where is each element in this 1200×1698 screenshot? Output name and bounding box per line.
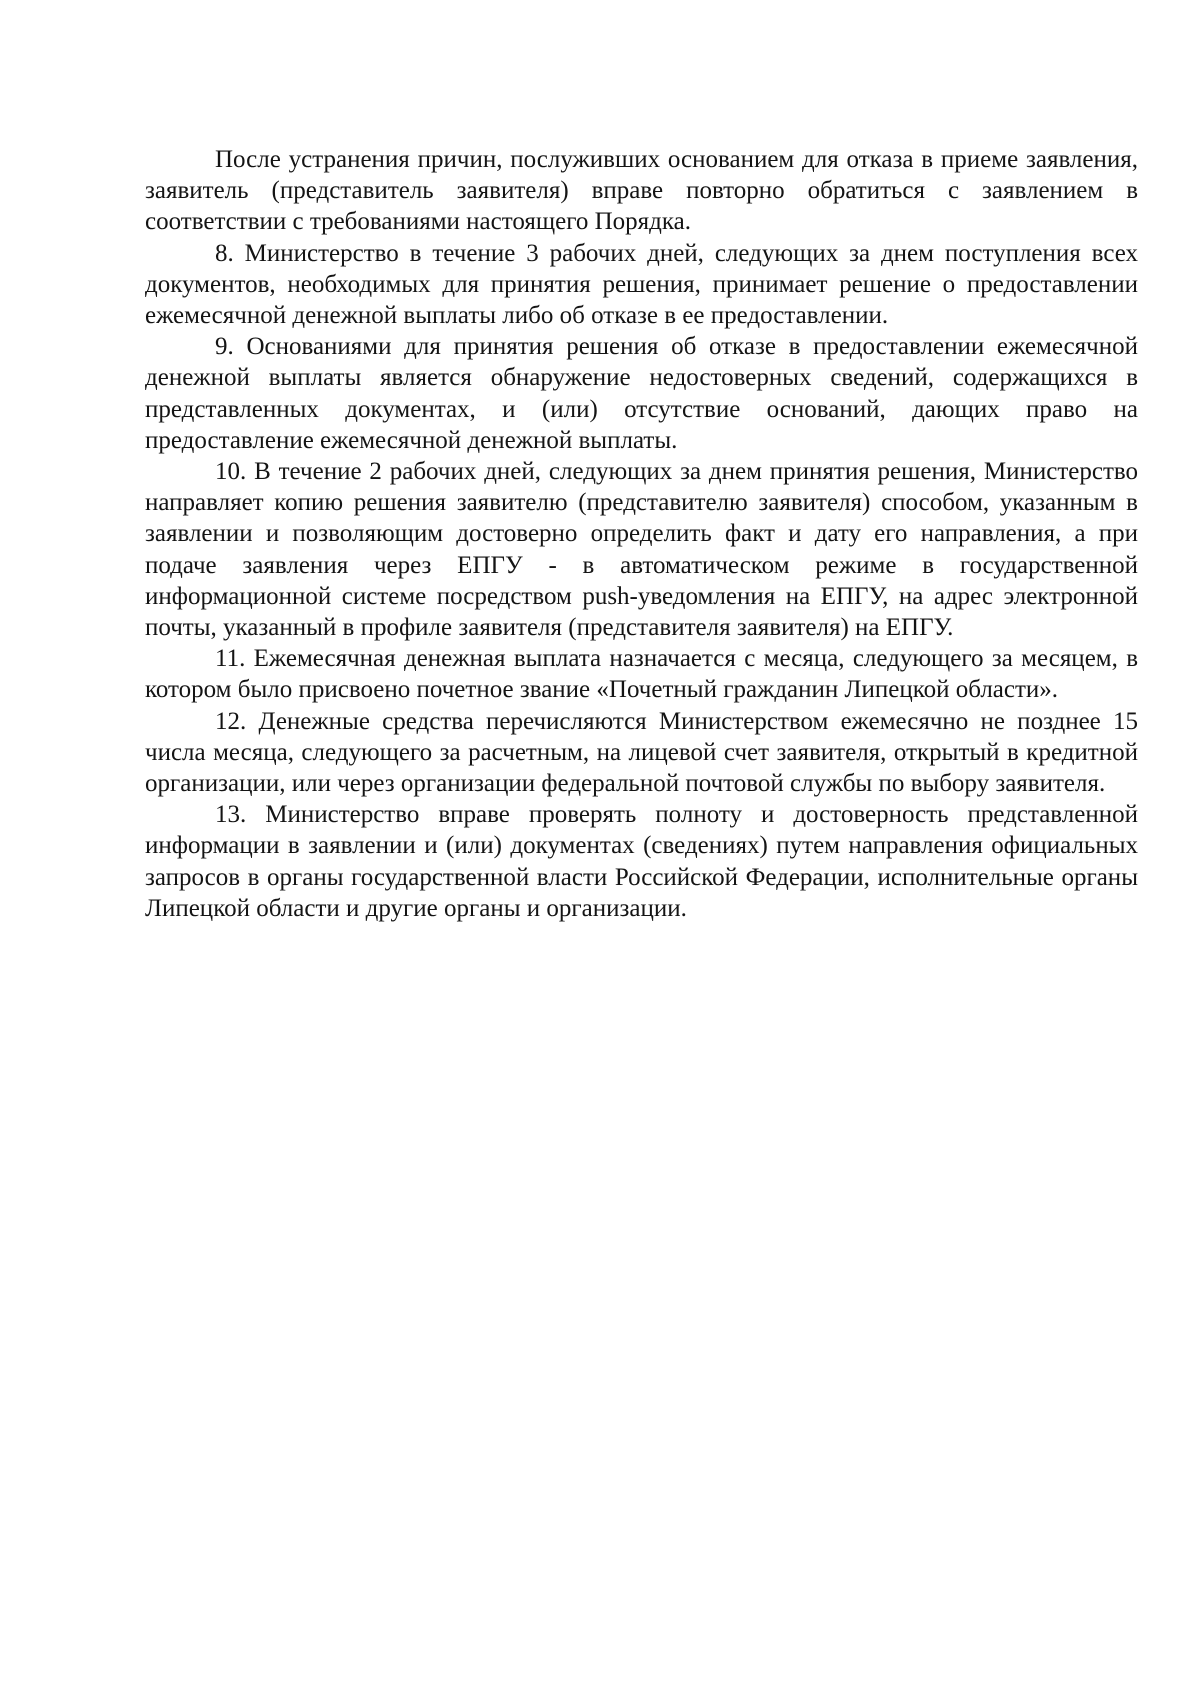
paragraph-8: 8. Министерство в течение 3 рабочих дней, следующих за днем поступления всех документов, необходимых для принятия решения, принимает решение о предоставлении ежемесячной денежной выплаты либо об отказе в ее предоставлении.: [145, 239, 1138, 330]
paragraph-9: 9. Основаниями для принятия решения об отказе в предоставлении ежемесячной денежной выплаты является обнаружение недостоверных сведений, содержащихся в представленных документах, и (или) отсутствие оснований, дающих право на предоставление ежемесячной денежной выплаты.: [145, 333, 1138, 454]
document-body: [145, 144, 1138, 924]
paragraph-13: 13. Министерство вправе проверять полноту и достоверность представленной информации в заявлении и (или) документах (сведениях) путем направления официальных запросов в органы государственной власти Российской Федерации, исполнительные органы Липецкой области и другие органы и организации.: [145, 801, 1138, 922]
paragraph-refusal-reapply: После устранения причин, послуживших основанием для отказа в приеме заявления, заявитель (представитель заявителя) вправе повторно обратиться с заявлением в соответствии с требованиями настоящего Порядка.: [145, 146, 1138, 236]
paragraph-12: 12. Денежные средства перечисляются Министерством ежемесячно не позднее 15 числа месяца, следующего за расчетным, на лицевой счет заявителя, открытый в кредитной организации, или через организации федеральной почтовой службы по выбору заявителя.: [145, 707, 1138, 798]
paragraph-11: 11. Ежемесячная денежная выплата назначается с месяца, следующего за месяцем, в котором было присвоено почетное звание «Почетный гражданин Липецкой области».: [145, 645, 1138, 704]
paragraph-10: 10. В течение 2 рабочих дней, следующих за днем принятия решения, Министерство направляет копию решения заявителю (представителю заявителя) способом, указанным в заявлении и позволяющим достоверно определить факт и дату его направления, а при подаче заявления через ЕПГУ - в автоматическом режиме в государственной информационной системе посредством push-уведомления на ЕПГУ, на адрес электронной почты, указанный в профиле заявителя (представителя заявителя) на ЕПГУ.: [145, 458, 1138, 642]
